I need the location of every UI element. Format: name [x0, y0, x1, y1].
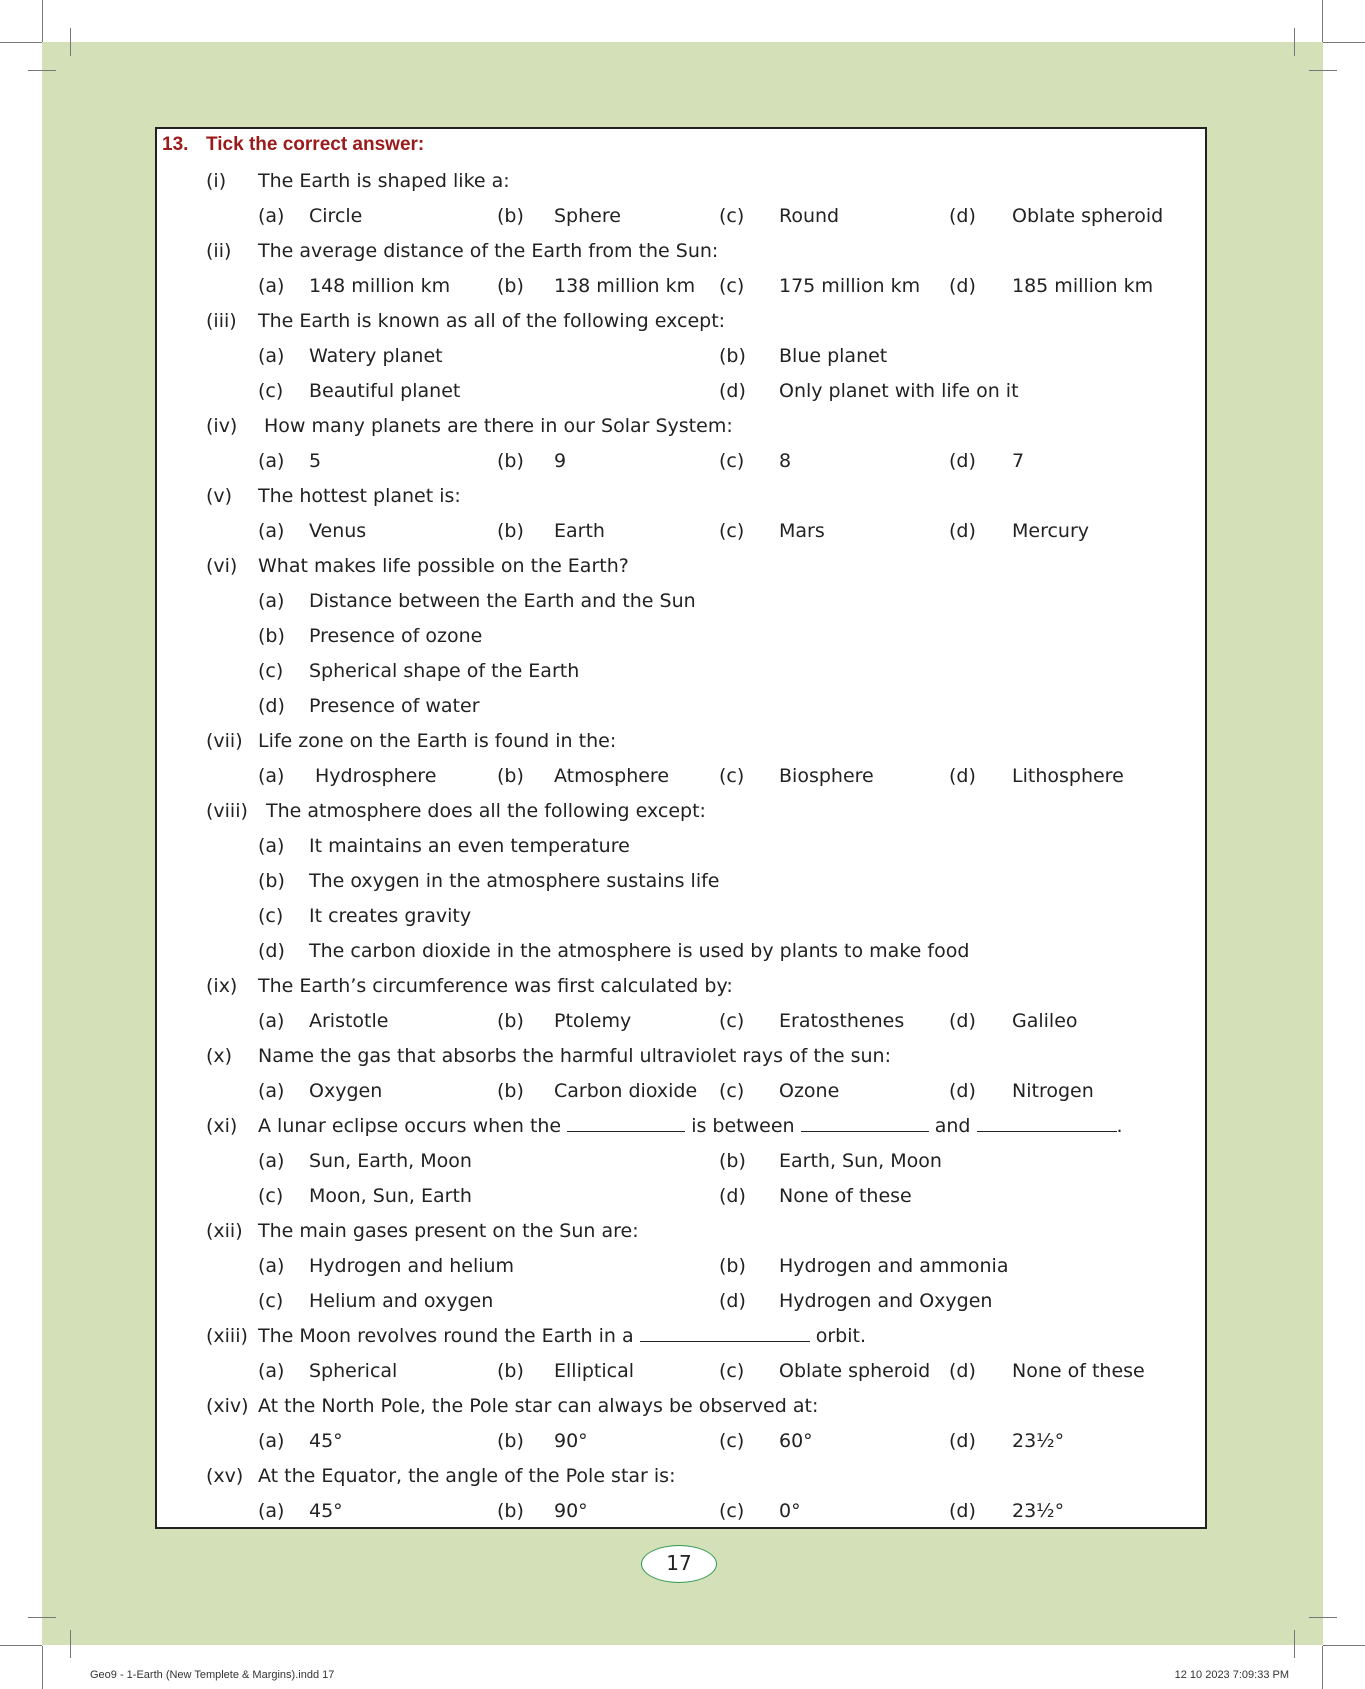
crop-mark [1309, 70, 1337, 71]
option-label: (b) [497, 1430, 524, 1452]
option-label: (d) [949, 1430, 976, 1452]
item-number: (iii) [206, 310, 237, 332]
option-label: (a) [258, 1360, 285, 1382]
option-text: 45° [309, 1500, 343, 1522]
option-text: None of these [779, 1185, 912, 1207]
option-text: Beautiful planet [309, 380, 461, 402]
option-text: It maintains an even temperature [309, 835, 630, 857]
option-label: (b) [719, 1150, 746, 1172]
option-text: 8 [779, 450, 792, 472]
crop-mark [28, 1617, 56, 1618]
question-title: Tick the correct answer: [206, 134, 425, 155]
option-label: (d) [949, 275, 976, 297]
item-number: (xii) [206, 1220, 243, 1242]
option-text: 0° [779, 1500, 801, 1522]
option-label: (a) [258, 1010, 285, 1032]
option-text: The oxygen in the atmosphere sustains life [309, 870, 720, 892]
option-label: (b) [497, 765, 524, 787]
question-text: The Earth is shaped like a: [258, 170, 510, 192]
option-text: 5 [309, 450, 322, 472]
option-label: (c) [719, 1430, 745, 1452]
option-text: Watery planet [309, 345, 443, 367]
option-label: (d) [949, 1500, 976, 1522]
item-number: (ii) [206, 240, 232, 262]
option-text: Ptolemy [554, 1010, 632, 1032]
question-text: The average distance of the Earth from the Sun: [258, 240, 719, 262]
option-text: Only planet with life on it [779, 380, 1019, 402]
option-text: Blue planet [779, 345, 888, 367]
option-label: (a) [258, 1080, 285, 1102]
question-text [258, 1115, 1123, 1137]
question-text-part: A lunar eclipse occurs when the [258, 1115, 562, 1137]
option-label: (a) [258, 590, 285, 612]
option-label: (d) [719, 1185, 746, 1207]
item-number: (xv) [206, 1465, 244, 1487]
option-label: (a) [258, 205, 285, 227]
option-text: None of these [1012, 1360, 1145, 1382]
item-number: (xiii) [206, 1325, 248, 1347]
item-number: (vii) [206, 730, 243, 752]
option-text: 148 million km [309, 275, 451, 297]
option-label: (c) [258, 660, 284, 682]
option-label: (b) [497, 1360, 524, 1382]
option-label: (b) [497, 1500, 524, 1522]
option-text: Sphere [554, 205, 621, 227]
option-label: (c) [719, 275, 745, 297]
option-text: Elliptical [554, 1360, 634, 1382]
footer-timestamp: 12 10 2023 7:09:33 PM [1174, 1669, 1289, 1681]
fill-blank[interactable] [977, 1115, 1117, 1132]
question-text: The atmosphere does all the following except: [266, 800, 706, 822]
option-text: Hydrogen and Oxygen [779, 1290, 993, 1312]
option-text: Venus [309, 520, 367, 542]
option-text: Presence of water [309, 695, 480, 717]
option-text: Distance between the Earth and the Sun [309, 590, 696, 612]
question-text: What makes life possible on the Earth? [258, 555, 629, 577]
option-text: Atmosphere [554, 765, 670, 787]
option-text: Sun, Earth, Moon [309, 1150, 472, 1172]
fill-blank[interactable] [801, 1115, 929, 1132]
option-label: (c) [258, 905, 284, 927]
question-heading [162, 134, 424, 156]
crop-mark [1323, 42, 1365, 43]
item-number: (iv) [206, 415, 238, 437]
option-label: (d) [258, 940, 285, 962]
option-label: (d) [949, 205, 976, 227]
option-label: (c) [719, 1080, 745, 1102]
option-label: (b) [497, 275, 524, 297]
fill-blank[interactable] [640, 1325, 810, 1342]
option-label: (a) [258, 835, 285, 857]
option-text: Eratosthenes [779, 1010, 905, 1032]
fill-blank[interactable] [567, 1115, 685, 1132]
option-text: Oblate spheroid [779, 1360, 931, 1382]
question-text: The main gases present on the Sun are: [258, 1220, 639, 1242]
item-number: (viii) [206, 800, 248, 822]
option-text: 9 [554, 450, 567, 472]
option-text: Biosphere [779, 765, 874, 787]
item-number: (ix) [206, 975, 238, 997]
option-label: (c) [719, 1360, 745, 1382]
footer-filename: Geo9 - 1-Earth (New Templete & Margins).indd 17 [90, 1669, 335, 1681]
crop-mark [1294, 28, 1295, 56]
option-text: Hydrogen and ammonia [779, 1255, 1009, 1277]
option-label: (b) [258, 870, 285, 892]
option-text: 90° [554, 1430, 588, 1452]
crop-mark [0, 42, 42, 43]
option-text: Oblate spheroid [1012, 205, 1164, 227]
option-label: (d) [949, 1360, 976, 1382]
option-text: The carbon dioxide in the atmosphere is used by plants to make food [309, 940, 970, 962]
option-text: 45° [309, 1430, 343, 1452]
option-label: (a) [258, 520, 285, 542]
crop-mark [42, 1646, 43, 1689]
option-label: (a) [258, 345, 285, 367]
option-label: (c) [719, 765, 745, 787]
option-label: (a) [258, 765, 285, 787]
option-label: (a) [258, 1430, 285, 1452]
option-label: (d) [949, 1080, 976, 1102]
question-text-part: The Moon revolves round the Earth in a [258, 1325, 634, 1347]
option-label: (c) [719, 450, 745, 472]
option-text: Lithosphere [1012, 765, 1124, 787]
question-number: 13. [162, 134, 189, 155]
crop-mark [70, 1630, 71, 1658]
option-label: (d) [949, 450, 976, 472]
option-label: (d) [949, 520, 976, 542]
option-text: Galileo [1012, 1010, 1078, 1032]
option-text: Round [779, 205, 840, 227]
option-text: Nitrogen [1012, 1080, 1094, 1102]
question-text: Life zone on the Earth is found in the: [258, 730, 617, 752]
crop-mark [28, 70, 56, 71]
option-text: 185 million km [1012, 275, 1154, 297]
page-number: 17 [641, 1545, 717, 1583]
option-text: Presence of ozone [309, 625, 483, 647]
question-text [258, 1325, 866, 1347]
crop-mark [1294, 1630, 1295, 1658]
option-label: (c) [258, 1290, 284, 1312]
option-label: (c) [258, 380, 284, 402]
crop-mark [1309, 1617, 1337, 1618]
option-text: Helium and oxygen [309, 1290, 494, 1312]
question-text-part: is between [691, 1115, 795, 1137]
option-text: 23½° [1012, 1430, 1065, 1452]
question-text: At the Equator, the angle of the Pole star is: [258, 1465, 676, 1487]
option-text: 90° [554, 1500, 588, 1522]
item-number: (xi) [206, 1115, 238, 1137]
option-text: It creates gravity [309, 905, 472, 927]
option-text: Hydrosphere [315, 765, 437, 787]
option-text: Carbon dioxide [554, 1080, 698, 1102]
option-text: Hydrogen and helium [309, 1255, 515, 1277]
option-label: (c) [719, 1010, 745, 1032]
option-text: Spherical shape of the Earth [309, 660, 580, 682]
question-text: Name the gas that absorbs the harmful ultraviolet rays of the sun: [258, 1045, 891, 1067]
question-text: At the North Pole, the Pole star can always be observed at: [258, 1395, 819, 1417]
question-text: The Earth’s circumference was first calculated by: [258, 975, 733, 997]
option-label: (b) [497, 520, 524, 542]
option-label: (d) [258, 695, 285, 717]
option-label: (a) [258, 450, 285, 472]
question-text-part: and [934, 1115, 971, 1137]
option-text: Mars [779, 520, 825, 542]
option-text: Oxygen [309, 1080, 383, 1102]
item-number: (xiv) [206, 1395, 249, 1417]
option-label: (c) [719, 1500, 745, 1522]
option-label: (c) [719, 205, 745, 227]
item-number: (v) [206, 485, 233, 507]
option-label: (b) [719, 345, 746, 367]
option-label: (d) [949, 765, 976, 787]
option-label: (b) [497, 1010, 524, 1032]
option-label: (d) [719, 380, 746, 402]
option-label: (a) [258, 1255, 285, 1277]
option-label: (b) [719, 1255, 746, 1277]
option-label: (b) [497, 205, 524, 227]
crop-mark [70, 28, 71, 56]
option-text: Earth, Sun, Moon [779, 1150, 942, 1172]
crop-mark [1323, 1645, 1365, 1646]
option-label: (b) [258, 625, 285, 647]
item-number: (vi) [206, 555, 238, 577]
option-text: 60° [779, 1430, 813, 1452]
question-text: The hottest planet is: [258, 485, 461, 507]
option-label: (a) [258, 1500, 285, 1522]
option-text: 23½° [1012, 1500, 1065, 1522]
option-label: (c) [719, 520, 745, 542]
crop-mark [42, 0, 43, 42]
item-number: (i) [206, 170, 227, 192]
option-label: (c) [258, 1185, 284, 1207]
question-text: How many planets are there in our Solar System: [264, 415, 733, 437]
option-label: (a) [258, 1150, 285, 1172]
option-text: 175 million km [779, 275, 921, 297]
question-text-part: . [1116, 1115, 1123, 1137]
option-text: Spherical [309, 1360, 398, 1382]
option-label: (a) [258, 275, 285, 297]
item-number: (x) [206, 1045, 233, 1067]
question-text-part: orbit. [815, 1325, 866, 1347]
crop-mark [1322, 0, 1323, 42]
option-label: (d) [719, 1290, 746, 1312]
option-text: Mercury [1012, 520, 1090, 542]
option-text: Moon, Sun, Earth [309, 1185, 472, 1207]
option-label: (b) [497, 1080, 524, 1102]
option-text: Aristotle [309, 1010, 389, 1032]
option-label: (d) [949, 1010, 976, 1032]
option-text: Circle [309, 205, 363, 227]
question-box [155, 127, 1207, 1529]
option-text: 7 [1012, 450, 1025, 472]
question-text: The Earth is known as all of the following except: [258, 310, 726, 332]
option-text: Earth [554, 520, 605, 542]
option-text: Ozone [779, 1080, 840, 1102]
crop-mark [0, 1645, 42, 1646]
option-label: (b) [497, 450, 524, 472]
crop-mark [1322, 1646, 1323, 1689]
option-text: 138 million km [554, 275, 696, 297]
